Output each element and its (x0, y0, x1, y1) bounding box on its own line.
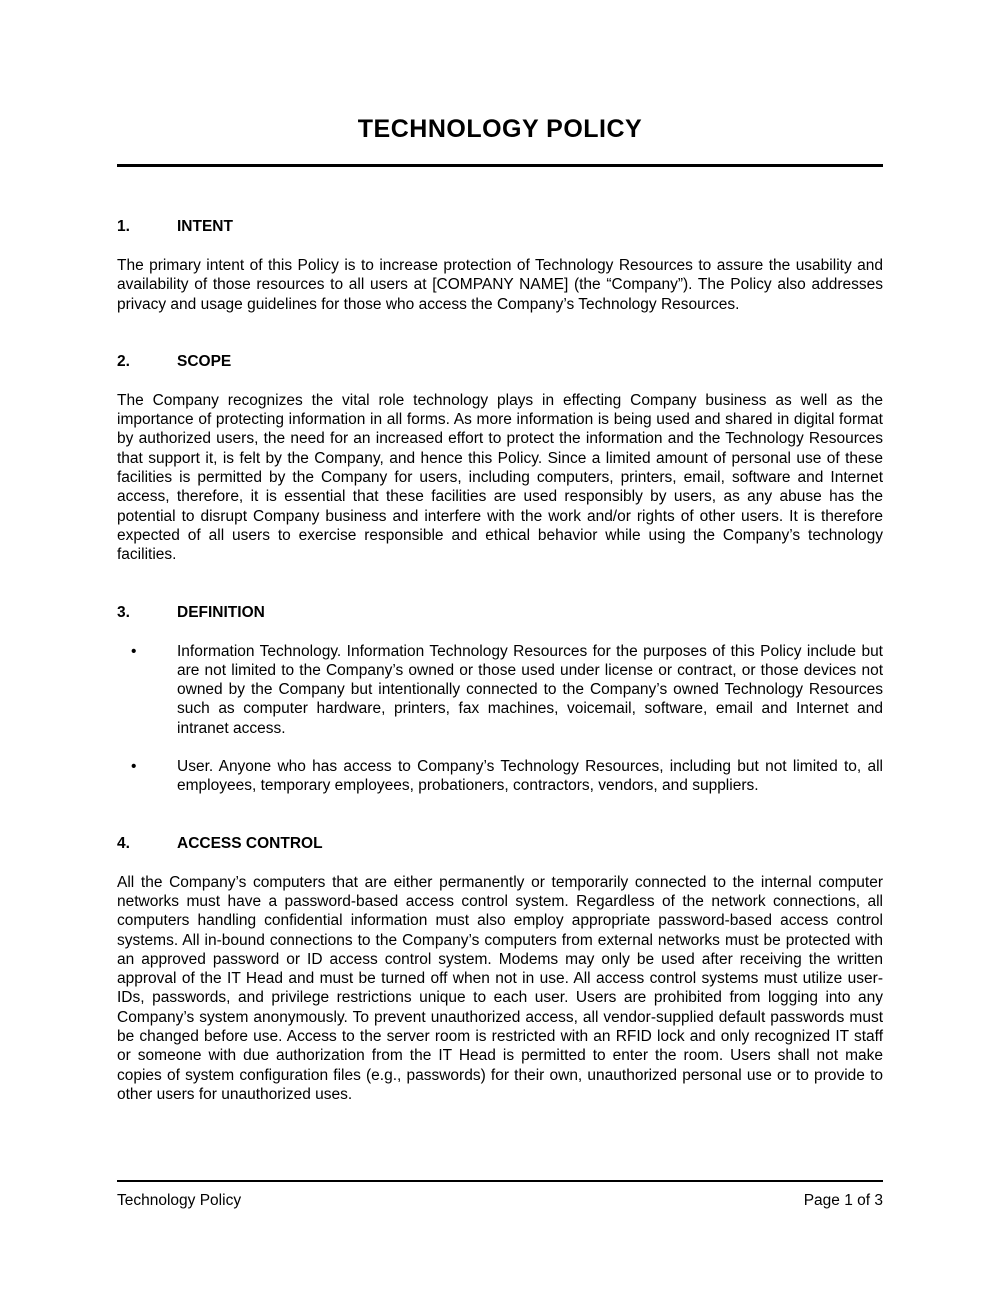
section-heading (117, 352, 883, 371)
section-number: 3. (117, 603, 130, 621)
section-definition (117, 603, 883, 796)
definition-item-information-technology: • Information Technology. Information Technology Resources for the purposes of this Policy include but are not limited to the Company’s owned or those used under license or contract, or those devices not owned by the Company but intentionally connected to the Company’s owned Technology Resources such as computer hardware, printers, fax machines, voicemail, software, email and Internet and intranet access. (177, 642, 883, 738)
section-intent (117, 217, 883, 314)
section-paragraph: All the Company’s computers that are either permanently or temporarily connected to the internal computer networks must have a password-based access control system. Regardless of the network connections, all computers handling confidential information must also employ appropriate password-based access control systems. All in-bound connections to the Company’s computers from external networks must be protected with an approved password or ID access control system. Modems may only be used after receiving the written approval of the IT Head and must be turned off when not in use. All access control systems must utilize user-IDs, passwords, and privilege restrictions unique to each user. Users are prohibited from logging into any Company’s system anonymously. To prevent unauthorized access, all vendor-supplied default passwords must be changed before use. Access to the server room is restricted with an RFID lock and only recognized IT staff or someone with due authorization from the IT Head is permitted to enter the room. Users shall not make copies of system configuration files (e.g., passwords) for their own, unauthorized personal use or to provide to other users for unauthorized uses. (117, 873, 883, 1103)
page-footer (117, 1180, 883, 1210)
section-number: 4. (117, 834, 130, 852)
section-heading-label: ACCESS CONTROL (177, 834, 323, 852)
section-scope (117, 352, 883, 565)
section-heading-label: SCOPE (177, 352, 232, 370)
footer-document-name: Technology Policy (117, 1192, 242, 1209)
section-paragraph: The Company recognizes the vital role technology plays in effecting Company business as well as the importance of protecting information in all forms. As more information is being used and shared in digital format by authorized users, the need for an increased effort to protect the information and the Technology Resources that support it, is felt by the Company, and hence this Policy. Since a limited amount of personal use of these facilities is permitted by the Company for users, including computers, printers, email, software and Internet access, therefore, it is essential that these facilities are used responsibly by users, as any abuse has the potential to disrupt Company business and interfere with the work and/or rights of other users. It is therefore expected of all users to exercise responsible and ethical behavior while using the Company’s technology facilities. (117, 391, 883, 564)
section-number: 2. (117, 352, 130, 370)
section-heading-label: INTENT (177, 218, 233, 235)
footer-page-number: Page 1 of 3 (803, 1192, 883, 1209)
section-access-control (117, 834, 883, 1105)
section-number: 1. (117, 218, 130, 235)
page-title: TECHNOLOGY POLICY (357, 115, 643, 143)
definition-item-user: • User. Anyone who has access to Company’s Technology Resources, including but not limited to, all employees, temporary employees, probationers, contractors, vendors, and suppliers. (177, 757, 883, 796)
section-heading-label: DEFINITION (177, 603, 265, 621)
section-heading (117, 834, 883, 853)
section-heading (117, 217, 883, 236)
section-paragraph: The primary intent of this Policy is to increase protection of Technology Resources to assure the usability and availability of those resources to all users at [COMPANY NAME] (the “Company”). The Policy also addresses privacy and usage guidelines for those who access the Company’s Technology Resources. (117, 257, 883, 313)
section-heading (117, 603, 883, 622)
title-divider (117, 164, 883, 167)
definition-list (117, 642, 883, 796)
